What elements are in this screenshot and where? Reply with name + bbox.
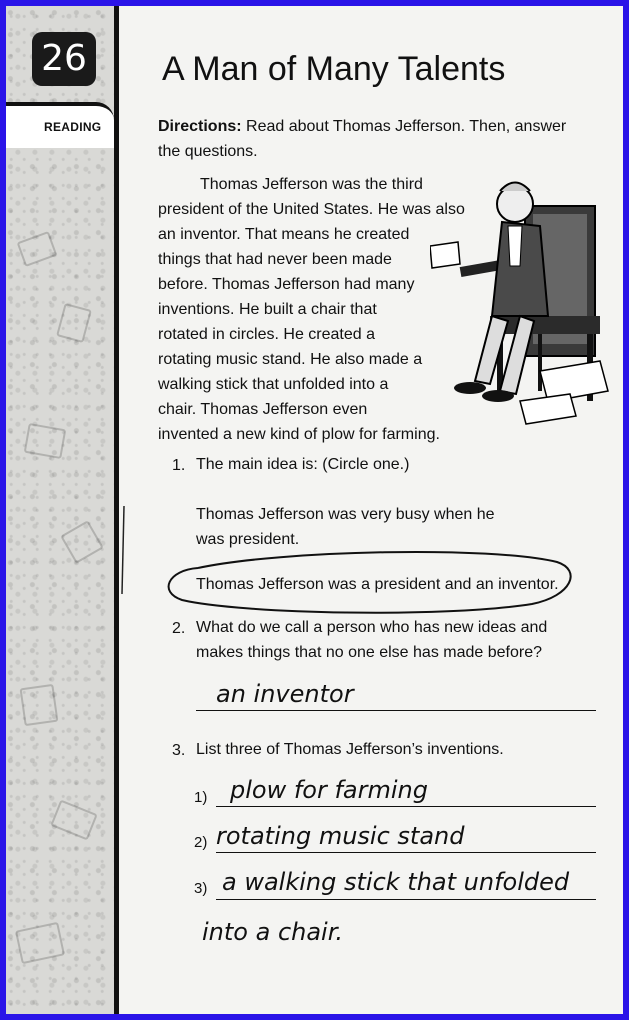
passage-line: an inventor. That means he created: [158, 226, 410, 243]
answer-line: [216, 852, 596, 853]
choice-a-line: Thomas Jefferson was very busy when he: [196, 506, 495, 523]
passage-line: rotating music stand. He also made a: [158, 351, 423, 368]
page-sidebar: [6, 6, 119, 1014]
handwritten-list-answer: a walking stick that unfolded: [222, 868, 570, 896]
answer-line: [216, 899, 596, 900]
passage-line: things that had never been made: [158, 251, 392, 268]
question-1-number: 1.: [172, 457, 186, 474]
question-3-number: 3.: [172, 742, 186, 759]
answer-line: [196, 710, 596, 711]
directions-text: Read about Thomas Jefferson. Then, answer the questions.: [158, 118, 567, 160]
book-doodle-icon: [20, 684, 59, 726]
section-tab-label: READING: [44, 120, 102, 134]
worksheet-page: [6, 6, 623, 1014]
list-item-number: 3): [194, 880, 208, 897]
book-doodle-icon: [17, 231, 58, 267]
question-1-choice-b: Thomas Jefferson was a president and an inventor.: [196, 576, 559, 593]
passage-line: walking stick that unfolded into a: [158, 376, 389, 393]
handwritten-list-answer: rotating music stand: [216, 822, 465, 850]
question-2-prompt-line: makes things that no one else has made before?: [196, 644, 542, 661]
margin-pencil-mark: [118, 506, 132, 596]
book-doodle-icon: [24, 423, 67, 459]
directions-label: Directions:: [158, 118, 242, 135]
passage-line: president of the United States. He was also: [158, 201, 465, 218]
passage-line: rotated in circles. He created a: [158, 326, 375, 343]
page-number-badge: 26: [32, 32, 96, 86]
list-item-number: 1): [194, 789, 208, 806]
question-2-number: 2.: [172, 620, 186, 637]
question-3-prompt: List three of Thomas Jefferson’s inventions.: [196, 741, 504, 758]
question-1-choice-a: [196, 502, 495, 552]
handwritten-list-answer-continued: into a chair.: [202, 918, 344, 946]
section-tab: [6, 102, 114, 148]
page-title: A Man of Many Talents: [162, 50, 506, 88]
passage-line: before. Thomas Jefferson had many: [158, 276, 415, 293]
list-item-number: 2): [194, 834, 208, 851]
passage-line: chair. Thomas Jefferson even: [158, 401, 368, 418]
book-doodle-icon: [15, 922, 65, 964]
question-2-prompt-line: What do we call a person who has new ideas and: [196, 619, 548, 636]
book-doodle-icon: [50, 800, 98, 841]
choice-a-line: was president.: [196, 531, 300, 548]
pencil-doodle-icon: [56, 303, 92, 343]
note-doodle-icon: [60, 520, 104, 564]
question-2-handwritten-answer: an inventor: [216, 680, 354, 708]
question-2-prompt: [196, 615, 547, 665]
circled-answer-mark: [162, 548, 582, 618]
answer-line: [216, 806, 596, 807]
passage-line: Thomas Jefferson was the third: [200, 176, 423, 193]
passage-line: inventions. He built a chair that: [158, 301, 377, 318]
question-1-prompt: The main idea is: (Circle one.): [196, 456, 410, 473]
jefferson-illustration: [430, 166, 620, 426]
directions: [158, 114, 588, 164]
passage-line: invented a new kind of plow for farming.: [158, 426, 440, 443]
handwritten-list-answer: plow for farming: [230, 776, 428, 804]
